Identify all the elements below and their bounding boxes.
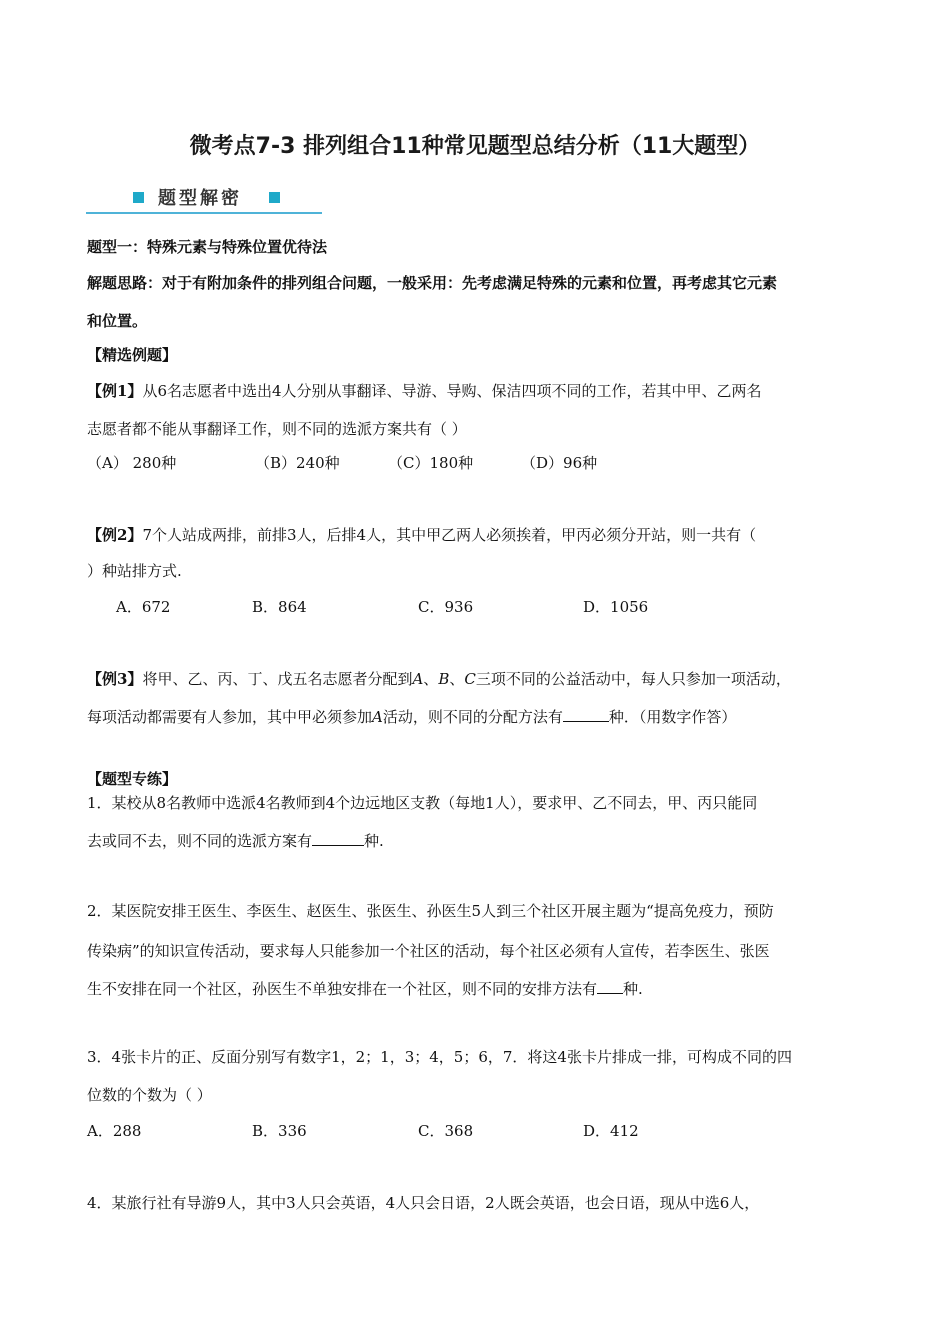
example2-tag: 【例2】 — [87, 526, 143, 544]
example1-option-d: （D）96种 — [521, 454, 598, 472]
example1-line2: 志愿者都不能从事翻译工作，则不同的选派方案共有（ ） — [87, 420, 467, 438]
example2-option-d: D．1056 — [583, 598, 649, 616]
example3-tag: 【例3】 — [87, 670, 143, 688]
example2-line1: 【例2】7个人站成两排，前排3人，后排4人，其中甲乙两人必须挨着，甲丙必须分开站，则一共有（ — [87, 526, 757, 544]
banner-label: 题型解密 — [158, 188, 242, 209]
square-bullet-icon — [269, 192, 280, 203]
page-title: 微考点7-3 排列组合11种常见题型总结分析（11大题型） — [189, 134, 761, 159]
solution-idea-line1: 解题思路：对于有附加条件的排列组合问题，一般采用：先考虑满足特殊的元素和位置，再考虑其它元素 — [87, 274, 778, 292]
example3-line2: 每项活动都需要有人参加，其中甲必须参加A活动，则不同的分配方法有 种．（用数字作答） — [87, 708, 737, 726]
example1-option-c: （C）180种 — [388, 454, 474, 472]
example2-line2: ）种站排方式. — [87, 562, 182, 580]
example1-tag: 【例1】 — [87, 382, 143, 400]
question4-line1: 4．某旅行社有导游9人，其中3人只会英语，4人只会日语，2人既会英语，也会日语，现从中选6人， — [87, 1194, 760, 1212]
section-banner — [86, 183, 322, 217]
solution-idea-line2: 和位置。 — [87, 312, 148, 330]
question3-option-d: D．412 — [583, 1122, 639, 1140]
banner-underline — [86, 212, 322, 214]
practice-header: 【题型专练】 — [87, 770, 178, 788]
question2-line3: 生不安排在同一个社区，孙医生不单独安排在一个社区，则不同的安排方法有 种. — [87, 980, 643, 998]
example1-line1: 【例1】从6名志愿者中选出4人分别从事翻译、导游、导购、保洁四项不同的工作，若其中甲、乙两名 — [87, 382, 762, 400]
example2-option-a: A．672 — [116, 598, 171, 616]
answer-blank — [312, 831, 364, 846]
square-bullet-icon — [133, 192, 144, 203]
question3-option-b: B．336 — [252, 1122, 307, 1140]
question3-line1: 3．4张卡片的正、反面分别写有数字1，2；1，3；4，5；6，7．将这4张卡片排成一排，可构成不同的四 — [87, 1048, 792, 1066]
question3-option-a: A．288 — [87, 1122, 142, 1140]
question3-line2: 位数的个数为（ ） — [87, 1086, 212, 1104]
question1-line1: 1．某校从8名教师中选派4名教师到4个边远地区支教（每地1人），要求甲、乙不同去，甲、丙只能同 — [87, 794, 758, 812]
answer-blank — [563, 707, 609, 722]
example2-option-c: C．936 — [418, 598, 474, 616]
type1-heading: 题型一：特殊元素与特殊位置优待法 — [87, 238, 328, 256]
question2-line1: 2．某医院安排王医生、李医生、赵医生、张医生、孙医生5人到三个社区开展主题为“提高免疫力，预防 — [87, 902, 774, 920]
question2-line2: 传染病”的知识宣传活动，要求每人只能参加一个社区的活动，每个社区必须有人宣传，若李医生、张医 — [87, 942, 770, 960]
example3-line1: 【例3】将甲、乙、丙、丁、戊五名志愿者分配到A、B、C三项不同的公益活动中，每人只参加一项活动， — [87, 670, 791, 688]
example1-option-b: （B）240种 — [255, 454, 340, 472]
question1-line2: 去或同不去，则不同的选派方案有 种. — [87, 832, 384, 850]
question3-option-c: C．368 — [418, 1122, 474, 1140]
example1-option-a: （A） 280种 — [87, 454, 177, 472]
example2-option-b: B．864 — [252, 598, 307, 616]
examples-header: 【精选例题】 — [87, 346, 178, 364]
answer-blank — [597, 979, 623, 994]
